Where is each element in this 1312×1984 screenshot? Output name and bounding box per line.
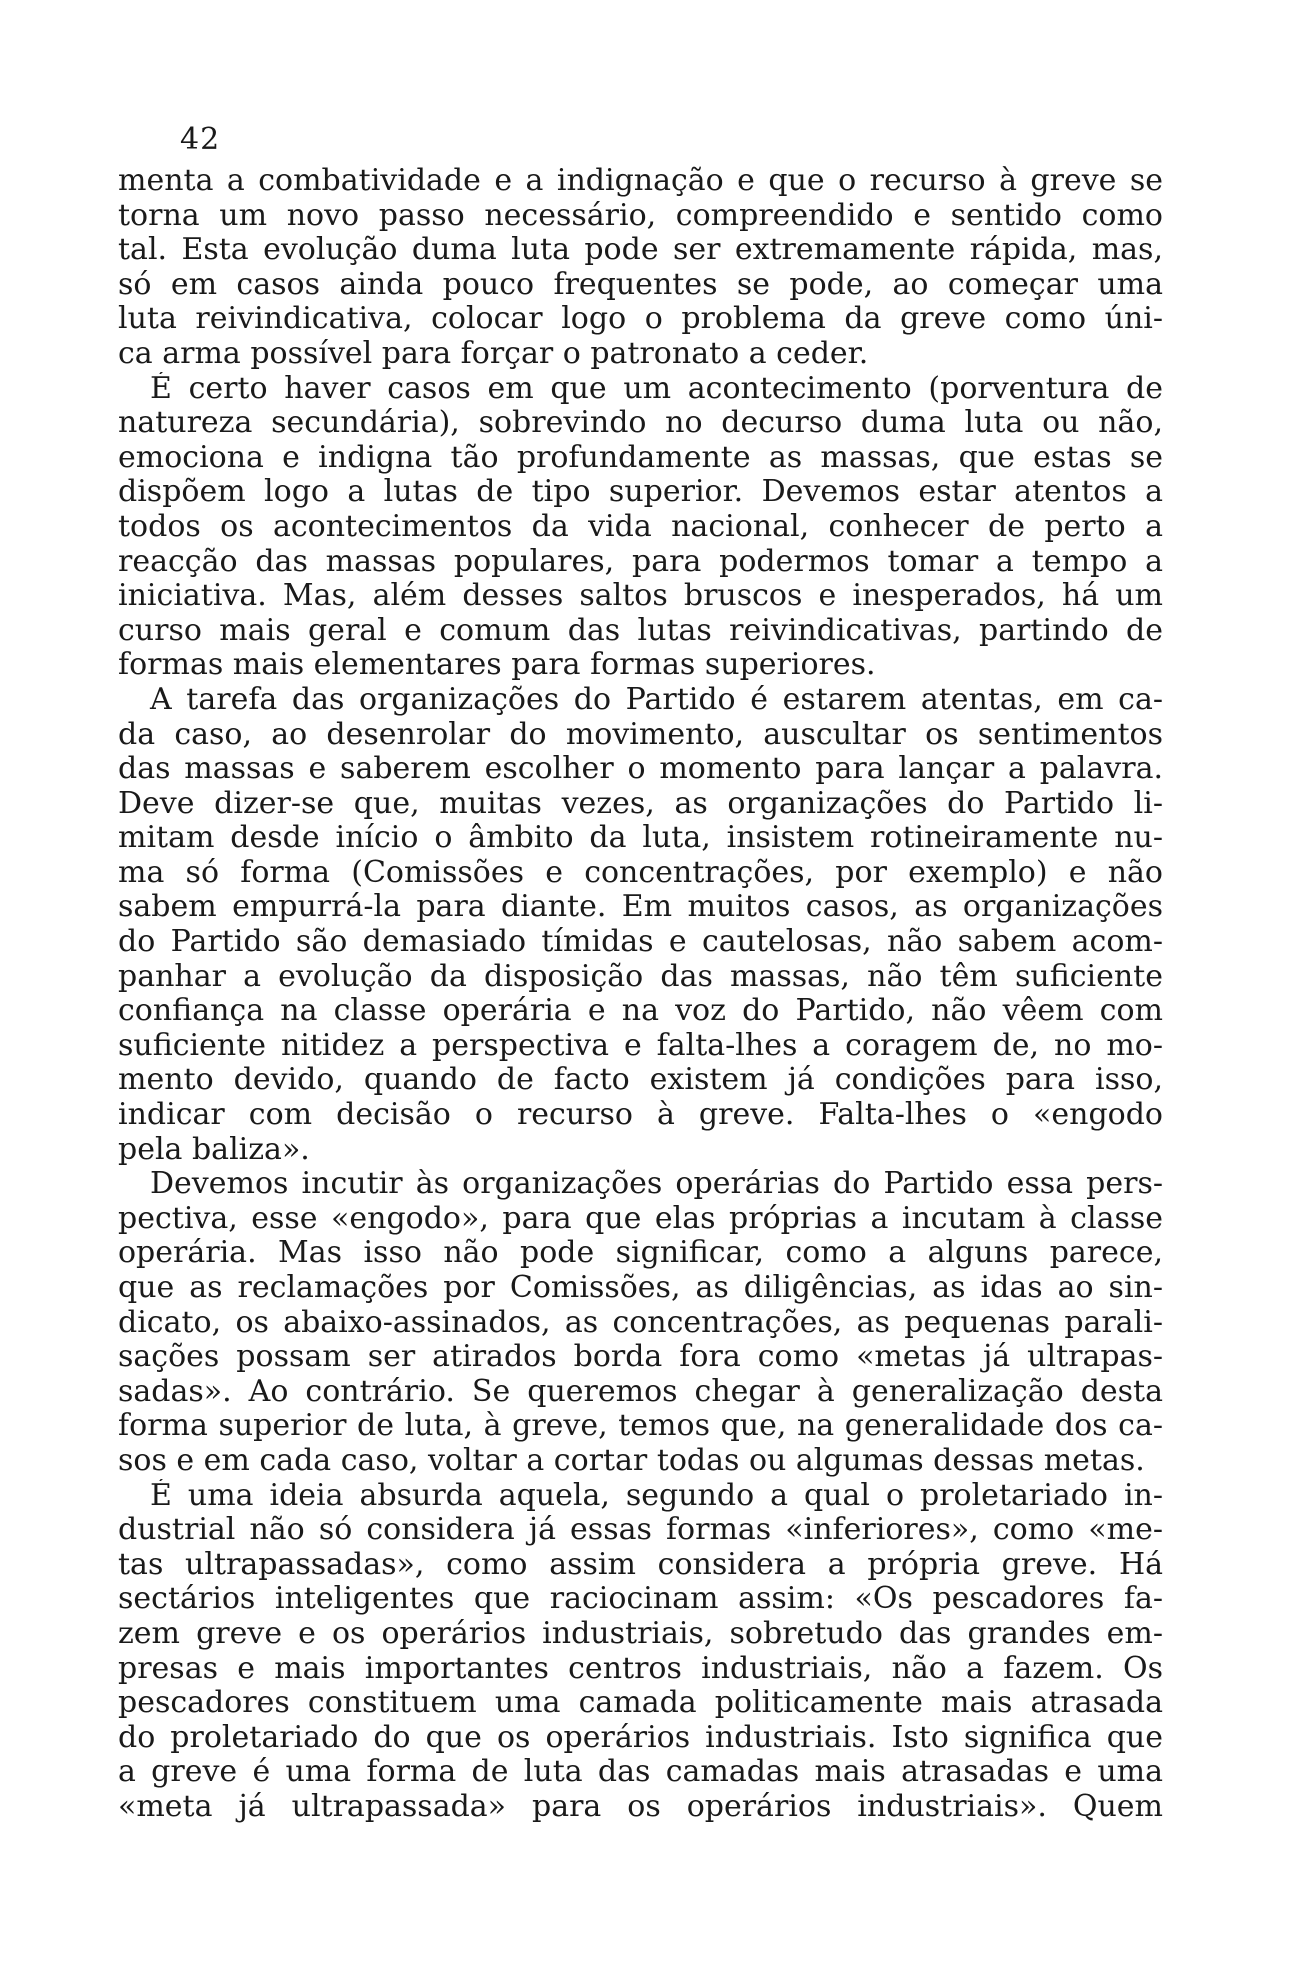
text-line: natureza secundária), sobrevindo no decurso duma luta ou não, (118, 406, 1163, 441)
text-line: sadas». Ao contrário. Se queremos chegar à generalização desta (118, 1374, 1163, 1409)
text-line: a greve é uma forma de luta das camadas mais atrasadas e uma (118, 1755, 1163, 1790)
text-line: «meta já ultrapassada» para os operários industriais». Quem (118, 1789, 1163, 1824)
text-line: tal. Esta evolução duma luta pode ser extremamente rápida, mas, (118, 233, 1163, 268)
text-line: pela baliza». (118, 1132, 310, 1167)
text-line: mitam desde início o âmbito da luta, insistem rotineiramente nu- (118, 821, 1163, 856)
text-line: pectiva, esse «engodo», para que elas próprias a incutam à classe (118, 1201, 1163, 1236)
text-line: A tarefa das organizações do Partido é estarem atentas, em ca- (150, 682, 1163, 717)
text-line: É uma ideia absurda aquela, segundo a qual o proletariado in- (150, 1478, 1163, 1513)
text-line: torna um novo passo necessário, compreendido e sentido como (118, 198, 1163, 233)
text-line: dicato, os abaixo-assinados, as concentrações, as pequenas parali- (118, 1305, 1163, 1340)
text-line: pescadores constituem uma camada politicamente mais atrasada (118, 1686, 1163, 1721)
text-line: suficiente nitidez a perspectiva e falta-lhes a coragem de, no mo- (118, 1028, 1163, 1063)
text-line: do Partido são demasiado tímidas e cautelosas, não sabem acom- (118, 925, 1163, 960)
text-line: iniciativa. Mas, além desses saltos bruscos e inesperados, há um (118, 579, 1163, 614)
text-line: Devemos incutir às organizações operárias do Partido essa pers- (150, 1167, 1163, 1202)
text-line: mento devido, quando de facto existem já condições para isso, (118, 1063, 1163, 1098)
text-line: das massas e saberem escolher o momento para lançar a palavra. (118, 752, 1163, 787)
text-line: zem greve e os operários industriais, sobretudo das grandes em- (118, 1616, 1163, 1651)
text-line: É certo haver casos em que um acontecimento (porventura de (150, 371, 1163, 406)
text-line: sações possam ser atirados borda fora como «metas já ultrapas- (118, 1340, 1163, 1375)
text-line: do proletariado do que os operários industriais. Isto significa que (118, 1720, 1163, 1755)
text-line: todos os acontecimentos da vida nacional, conhecer de perto a (118, 509, 1163, 544)
text-line: luta reivindicativa, colocar logo o problema da greve como úni- (118, 302, 1163, 337)
text-line: forma superior de luta, à greve, temos que, na generalidade dos ca- (118, 1409, 1163, 1444)
text-line: emociona e indigna tão profundamente as massas, que estas se (118, 440, 1163, 475)
text-line: sos e em cada caso, voltar a cortar todas ou algumas dessas metas. (118, 1443, 1145, 1478)
text-line: da caso, ao desenrolar do movimento, auscultar os sentimentos (118, 717, 1163, 752)
text-line: confiança na classe operária e na voz do Partido, não vêem com (118, 994, 1163, 1029)
text-line: menta a combatividade e a indignação e que o recurso à greve se (118, 164, 1163, 198)
text-line: Deve dizer-se que, muitas vezes, as organizações do Partido li- (118, 786, 1163, 821)
text-line: sabem empurrá-la para diante. Em muitos casos, as organizações (118, 890, 1163, 925)
text-line: operária. Mas isso não pode significar, como a alguns parece, (118, 1236, 1163, 1271)
text-line: panhar a evolução da disposição das massas, não têm suficiente (118, 959, 1163, 994)
page-number: 42 (180, 122, 221, 157)
text-line: que as reclamações por Comissões, as diligências, as idas ao sin- (118, 1271, 1163, 1305)
text-line: curso mais geral e comum das lutas reivindicativas, partindo de (118, 613, 1163, 648)
text-line: dispõem logo a lutas de tipo superior. Devemos estar atentos a (118, 475, 1163, 510)
text-line: dustrial não só considera já essas formas «inferiores», como «me- (118, 1513, 1163, 1548)
text-line: tas ultrapassadas», como assim considera a própria greve. Há (118, 1547, 1163, 1582)
body-text (118, 164, 1163, 1825)
text-line: sectários inteligentes que raciocinam assim: «Os pescadores fa- (118, 1582, 1163, 1617)
text-line: ma só forma (Comissões e concentrações, por exemplo) e não (118, 855, 1163, 890)
text-line: reacção das massas populares, para podermos tomar a tempo a (118, 544, 1163, 579)
text-line: indicar com decisão o recurso à greve. Falta-lhes o «engodo (118, 1098, 1163, 1133)
text-line: formas mais elementares para formas superiores. (118, 648, 876, 683)
text-line: presas e mais importantes centros industriais, não a fazem. Os (118, 1651, 1163, 1686)
text-line: só em casos ainda pouco frequentes se pode, ao começar uma (118, 267, 1163, 302)
text-line: ca arma possível para forçar o patronato a ceder. (118, 336, 869, 371)
